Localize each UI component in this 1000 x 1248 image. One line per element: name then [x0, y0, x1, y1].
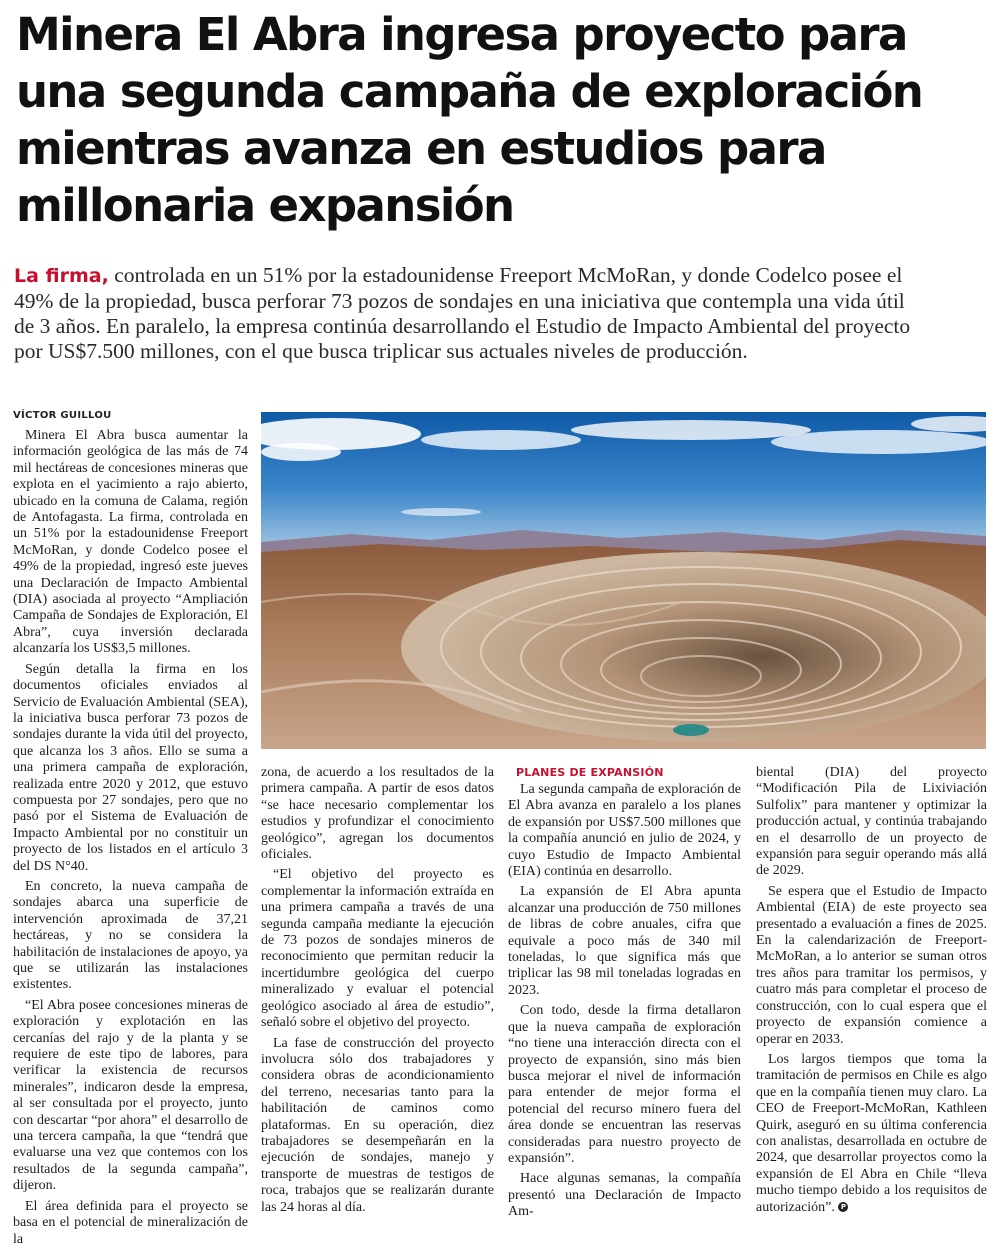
paragraph-text: Los largos tiempos que toma la tramitación de permisos en Chile es algo que en la compañía tienen muy claro. La CEO de Freeport-McMoRan, Kathleen Quirk, aseguró en su última conferencia con analistas, desarrollada en octubre de 2024, que desarrollar proyectos como la expansión de El Abra en Chile “lleva mucho tiempo debido a los requisitos de autorización”. — [756, 1051, 987, 1215]
paragraph: “El Abra posee concesiones mineras de exploración y explotación en las cercanías del rajo y de la planta y se requiere de este tipo de labores, para verificar la existencia de recursos minerales”, indicaron desde la empresa, al ser consultada por el proyecto, junto con descartar “por ahora” el desarrollo de una tercera campaña, la que “tendrá que evaluarse una vez que contemos con los resultados de la segunda campaña”, dijeron. — [13, 997, 248, 1194]
lede — [14, 263, 914, 364]
paragraph: La expansión de El Abra apunta alcanzar una producción de 750 millones de libras de cobre anuales, cifra que equivale a poco más de 340 mil toneladas, lo que significa más que triplicar las 98 mil toneladas logradas en 2023. — [508, 884, 741, 998]
paragraph: El área definida para el proyecto se basa en el potencial de mineralización de la — [13, 1198, 248, 1247]
paragraph: En concreto, la nueva campaña de sondajes abarca una superficie de intervención aproximada de 37,21 hectáreas, y no se considera la habilitación de instalaciones de apoyo, ya que se utilizarán las instalaciones existentes. — [13, 878, 248, 993]
paragraph — [756, 1052, 987, 1216]
end-mark-icon: P — [838, 1202, 848, 1212]
column-3 — [508, 782, 741, 1221]
lede-text: controlada en un 51% por la estadounidense Freeport McMoRan, y donde Codelco posee el 49% de la propiedad, busca perforar 73 pozos de sondajes en una iniciativa que contempla una vida útil de 3 años. En paralelo, la empresa continúa desarrollando el Estudio de Impacto Ambiental del proyecto por US$7.500 millones, con el que busca triplicar sus actuales niveles de producción. — [14, 263, 911, 363]
paragraph: biental (DIA) del proyecto “Modificación Pila de Lixiviación Sulfolix” para mantener y optimizar la producción actual, y continúa trabajando en el desarrollo de un proyecto de expansión para seguir operando más allá de 2029. — [756, 765, 987, 879]
paragraph: La fase de construcción del proyecto involucra sólo dos trabajadores y considera obras de acondicionamiento del terreno, necesarias tanto para la habilitación de caminos como plataformas. En su operación, diez trabajadores se desempeñarán en la ejecución de sondajes, manejo y transporte de muestras de testigos de roca, trabajos que se realizarán durante las 24 horas al día. — [261, 1035, 494, 1215]
paragraph: zona, de acuerdo a los resultados de la primera campaña. A partir de esos datos “se hace necesario complementar los estudios y profundizar el conocimiento geológico”, agregan los documentos oficiales. — [261, 765, 494, 863]
section-subhead: PLANES DE EXPANSIÓN — [516, 766, 664, 779]
paragraph: “El objetivo del proyecto es complementar la información extraída en una primera campaña a través de una segunda campaña mediante la ejecución de 73 pozos de sondajes mineros de reconocimiento que permitan reducir la incertidumbre geológica del cuerpo mineralizado y evaluar el potencial geológico asociado al área de estudio”, señaló sobre el objetivo del proyecto. — [261, 867, 494, 1031]
paragraph: La segunda campaña de exploración de El Abra avanza en paralelo a los planes de expansión por US$7.500 millones que la compañía anunció en julio de 2024, y cuyo Estudio de Impacto Ambiental (EIA) continúa en desarrollo. — [508, 782, 741, 880]
paragraph: Minera El Abra busca aumentar la información geológica de las más de 74 mil hectáreas de concesiones mineras que explota en el yacimiento a rajo abierto, ubicado en la comuna de Calama, región de Antofagasta. La firma, controlada en un 51% por la estadounidense Freeport McMoRan, y donde Codelco posee el 49% de la propiedad, ingresó este jueves una Declaración de Impacto Ambiental (DIA) asociada al proyecto “Ampliación Campaña de Sondajes de Exploración, El Abra”, cuya inversión declarada alcanzaría los US$3,5 millones. — [13, 428, 248, 657]
paragraph: Según detalla la firma en los documentos oficiales enviados al Servicio de Evaluación Ambiental (SEA), la iniciativa busca perforar 73 pozos de sondajes durante la vida útil del proyecto, que alcanza los 3 años. Ello se suma a una primera campaña de exploración, realizada entre 2020 y 2012, que estuvo compuesta por 27 sondajes, pero que no pasó por el Sistema de Evaluación de Impacto Ambiental por no constituir un proyecto de los listados en el artículo 3 del DS N°40. — [13, 661, 248, 874]
byline: VÍCTOR GUILLOU — [13, 410, 112, 421]
column-2 — [261, 765, 494, 1216]
paragraph: Se espera que el Estudio de Impacto Ambiental (EIA) de este proyecto sea presentado a evaluación a fines de 2025. En la calendarización de Freeport-McMoRan, a lo anterior se suman otros tres años para tramitar los permisos, y cuatro más para completar el proceso de construcción, con lo cual espera que el proyecto de expansión comience a operar en 2033. — [756, 883, 987, 1047]
headline: Minera El Abra ingresa proyecto para una segunda campaña de exploración mientras avanza en estudios para millonaria expansión — [16, 8, 923, 232]
column-4 — [756, 765, 987, 1216]
paragraph: Hace algunas semanas, la compañía presentó una Declaración de Impacto Am- — [508, 1171, 741, 1220]
mine-photo — [261, 412, 986, 749]
column-1 — [13, 428, 248, 1248]
lede-lead: La firma, — [14, 265, 109, 287]
paragraph: Con todo, desde la firma detallaron que la nueva campaña de exploración “no tiene una interacción directa con el proyecto de expansión, sino más bien busca mejorar el nivel de información para entender de mejor forma el potencial del recurso minero fuera del área donde se encuentran las reservas consideradas para nuestro proyecto de expansión”. — [508, 1003, 741, 1166]
